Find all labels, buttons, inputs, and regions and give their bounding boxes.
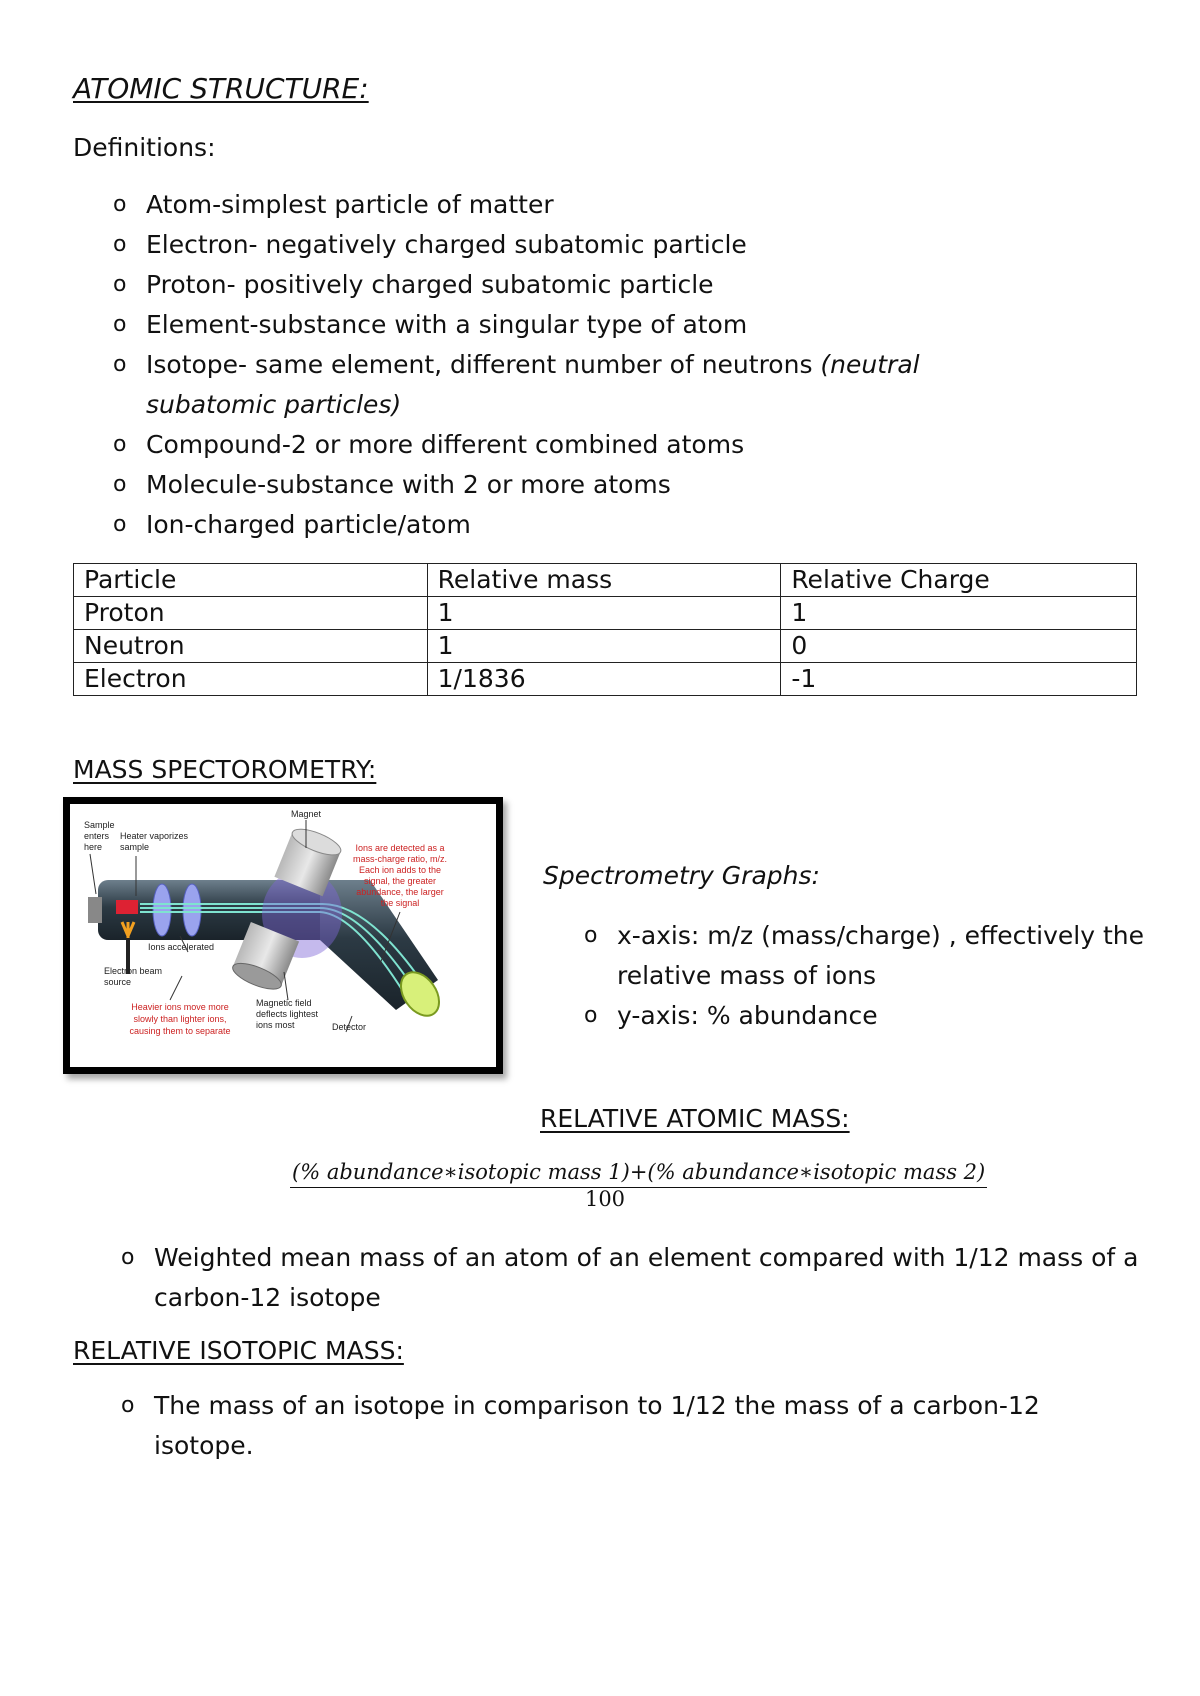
sample-inlet xyxy=(88,897,102,923)
table-header-row xyxy=(74,564,1137,597)
label-ions-accelerated: Ions accelerated xyxy=(148,942,215,952)
label-electron-beam: Electron beam xyxy=(104,966,163,976)
table-cell: 1 xyxy=(781,597,1137,630)
definitions-list xyxy=(113,185,1046,545)
formula-denominator: 100 xyxy=(584,1187,626,1211)
relative-atomic-mass-list xyxy=(121,1238,1144,1318)
label-ions-detected: Each ion adds to the xyxy=(358,865,442,875)
table-cell: Neutron xyxy=(74,630,428,663)
label-heavier-ions: slowly than lighter ions, xyxy=(133,1014,227,1024)
bullet-icon: o xyxy=(113,432,127,457)
bullet-icon: o xyxy=(113,192,127,217)
relative-atomic-mass-heading: RELATIVE ATOMIC MASS: xyxy=(540,1104,850,1133)
table-cell: 1/1836 xyxy=(427,663,781,696)
label-electron-beam: source xyxy=(104,977,132,987)
label-heavier-ions: Heavier ions move more xyxy=(131,1002,229,1012)
page-title: ATOMIC STRUCTURE: xyxy=(73,72,369,105)
table-cell: 1 xyxy=(427,597,781,630)
list-item: o Electron- negatively charged subatomic particle xyxy=(146,225,1046,265)
relative-atomic-mass-formula xyxy=(290,1160,986,1211)
particle-table xyxy=(73,563,1137,696)
table-header: Relative Charge xyxy=(781,564,1137,597)
list-item: o Ion-charged particle/atom xyxy=(146,505,1046,545)
list-item: o Molecule-substance with 2 or more atoms xyxy=(146,465,1046,505)
bullet-icon: o xyxy=(113,352,127,377)
list-item: o y-axis: % abundance xyxy=(617,996,1157,1036)
label-sample: Sample xyxy=(84,820,115,830)
bullet-icon: o xyxy=(584,923,598,948)
bullet-icon: o xyxy=(113,312,127,337)
label-heater: Heater vaporizes xyxy=(120,831,189,841)
table-cell: -1 xyxy=(781,663,1137,696)
definitions-label: Definitions: xyxy=(73,133,216,162)
list-item: o Proton- positively charged subatomic particle xyxy=(146,265,1046,305)
table-cell: 1 xyxy=(427,630,781,663)
bullet-icon: o xyxy=(584,1003,598,1028)
accelerator-plate xyxy=(183,884,201,936)
table-cell: 0 xyxy=(781,630,1137,663)
list-item-isotope: o Isotope- same element, different number of neutrons (neutral subatomic particles) xyxy=(146,345,1046,425)
label-ions-detected: the signal xyxy=(380,898,420,908)
table-row xyxy=(74,630,1137,663)
label-detector: Detector xyxy=(332,1022,367,1032)
label-ions-detected: mass-charge ratio, m/z. xyxy=(352,854,448,864)
label-magnetic-field: deflects lightest xyxy=(256,1009,319,1019)
bullet-icon: o xyxy=(121,1245,135,1270)
mass-spectrometer-diagram xyxy=(63,797,503,1074)
label-ions-detected: signal, the greater xyxy=(363,876,437,886)
label-magnet: Magnet xyxy=(290,809,322,819)
label-sample: here xyxy=(84,842,103,852)
label-heavier-ions: causing them to separate xyxy=(129,1026,231,1036)
table-cell: Proton xyxy=(74,597,428,630)
heater-coil xyxy=(116,900,138,914)
list-item: o Weighted mean mass of an atom of an element compared with 1/12 mass of a carbon-12 isotope xyxy=(154,1238,1144,1318)
table-row xyxy=(74,663,1137,696)
accelerator-plate xyxy=(153,884,171,936)
label-sample: enters xyxy=(84,831,110,841)
label-ions-detected: Ions are detected as a xyxy=(355,843,445,853)
list-item: o x-axis: m/z (mass/charge) , effectively the relative mass of ions xyxy=(617,916,1157,996)
relative-isotopic-mass-heading: RELATIVE ISOTOPIC MASS: xyxy=(73,1336,404,1365)
bullet-icon: o xyxy=(121,1393,135,1418)
table-row xyxy=(74,597,1137,630)
mass-spec-heading: MASS SPECTOROMETRY: xyxy=(73,755,377,784)
bullet-icon: o xyxy=(113,472,127,497)
formula-numerator: (% abundance∗isotopic mass 1)+(% abundance∗isotopic mass 2) xyxy=(290,1160,987,1188)
table-cell: Electron xyxy=(74,663,428,696)
list-item: o Compound-2 or more different combined atoms xyxy=(146,425,1046,465)
label-ions-detected: abundance, the larger xyxy=(356,887,444,897)
list-item: o Element-substance with a singular type of atom xyxy=(146,305,1046,345)
label-heater: sample xyxy=(120,842,150,852)
relative-isotopic-mass-list xyxy=(121,1386,1144,1466)
list-item: o The mass of an isotope in comparison to 1/12 the mass of a carbon-12 isotope. xyxy=(154,1386,1144,1466)
bullet-icon: o xyxy=(113,512,127,537)
list-item: o Atom-simplest particle of matter xyxy=(146,185,1046,225)
bullet-icon: o xyxy=(113,232,127,257)
spectrometry-graphs-heading: Spectrometry Graphs: xyxy=(543,861,820,890)
table-header: Particle xyxy=(74,564,428,597)
mass-spectrometer-illustration xyxy=(70,804,496,1067)
label-magnetic-field: ions most xyxy=(256,1020,295,1030)
bullet-icon: o xyxy=(113,272,127,297)
spectrometry-graphs-list xyxy=(584,916,1157,1036)
label-magnetic-field: Magnetic field xyxy=(256,998,312,1008)
table-header: Relative mass xyxy=(427,564,781,597)
